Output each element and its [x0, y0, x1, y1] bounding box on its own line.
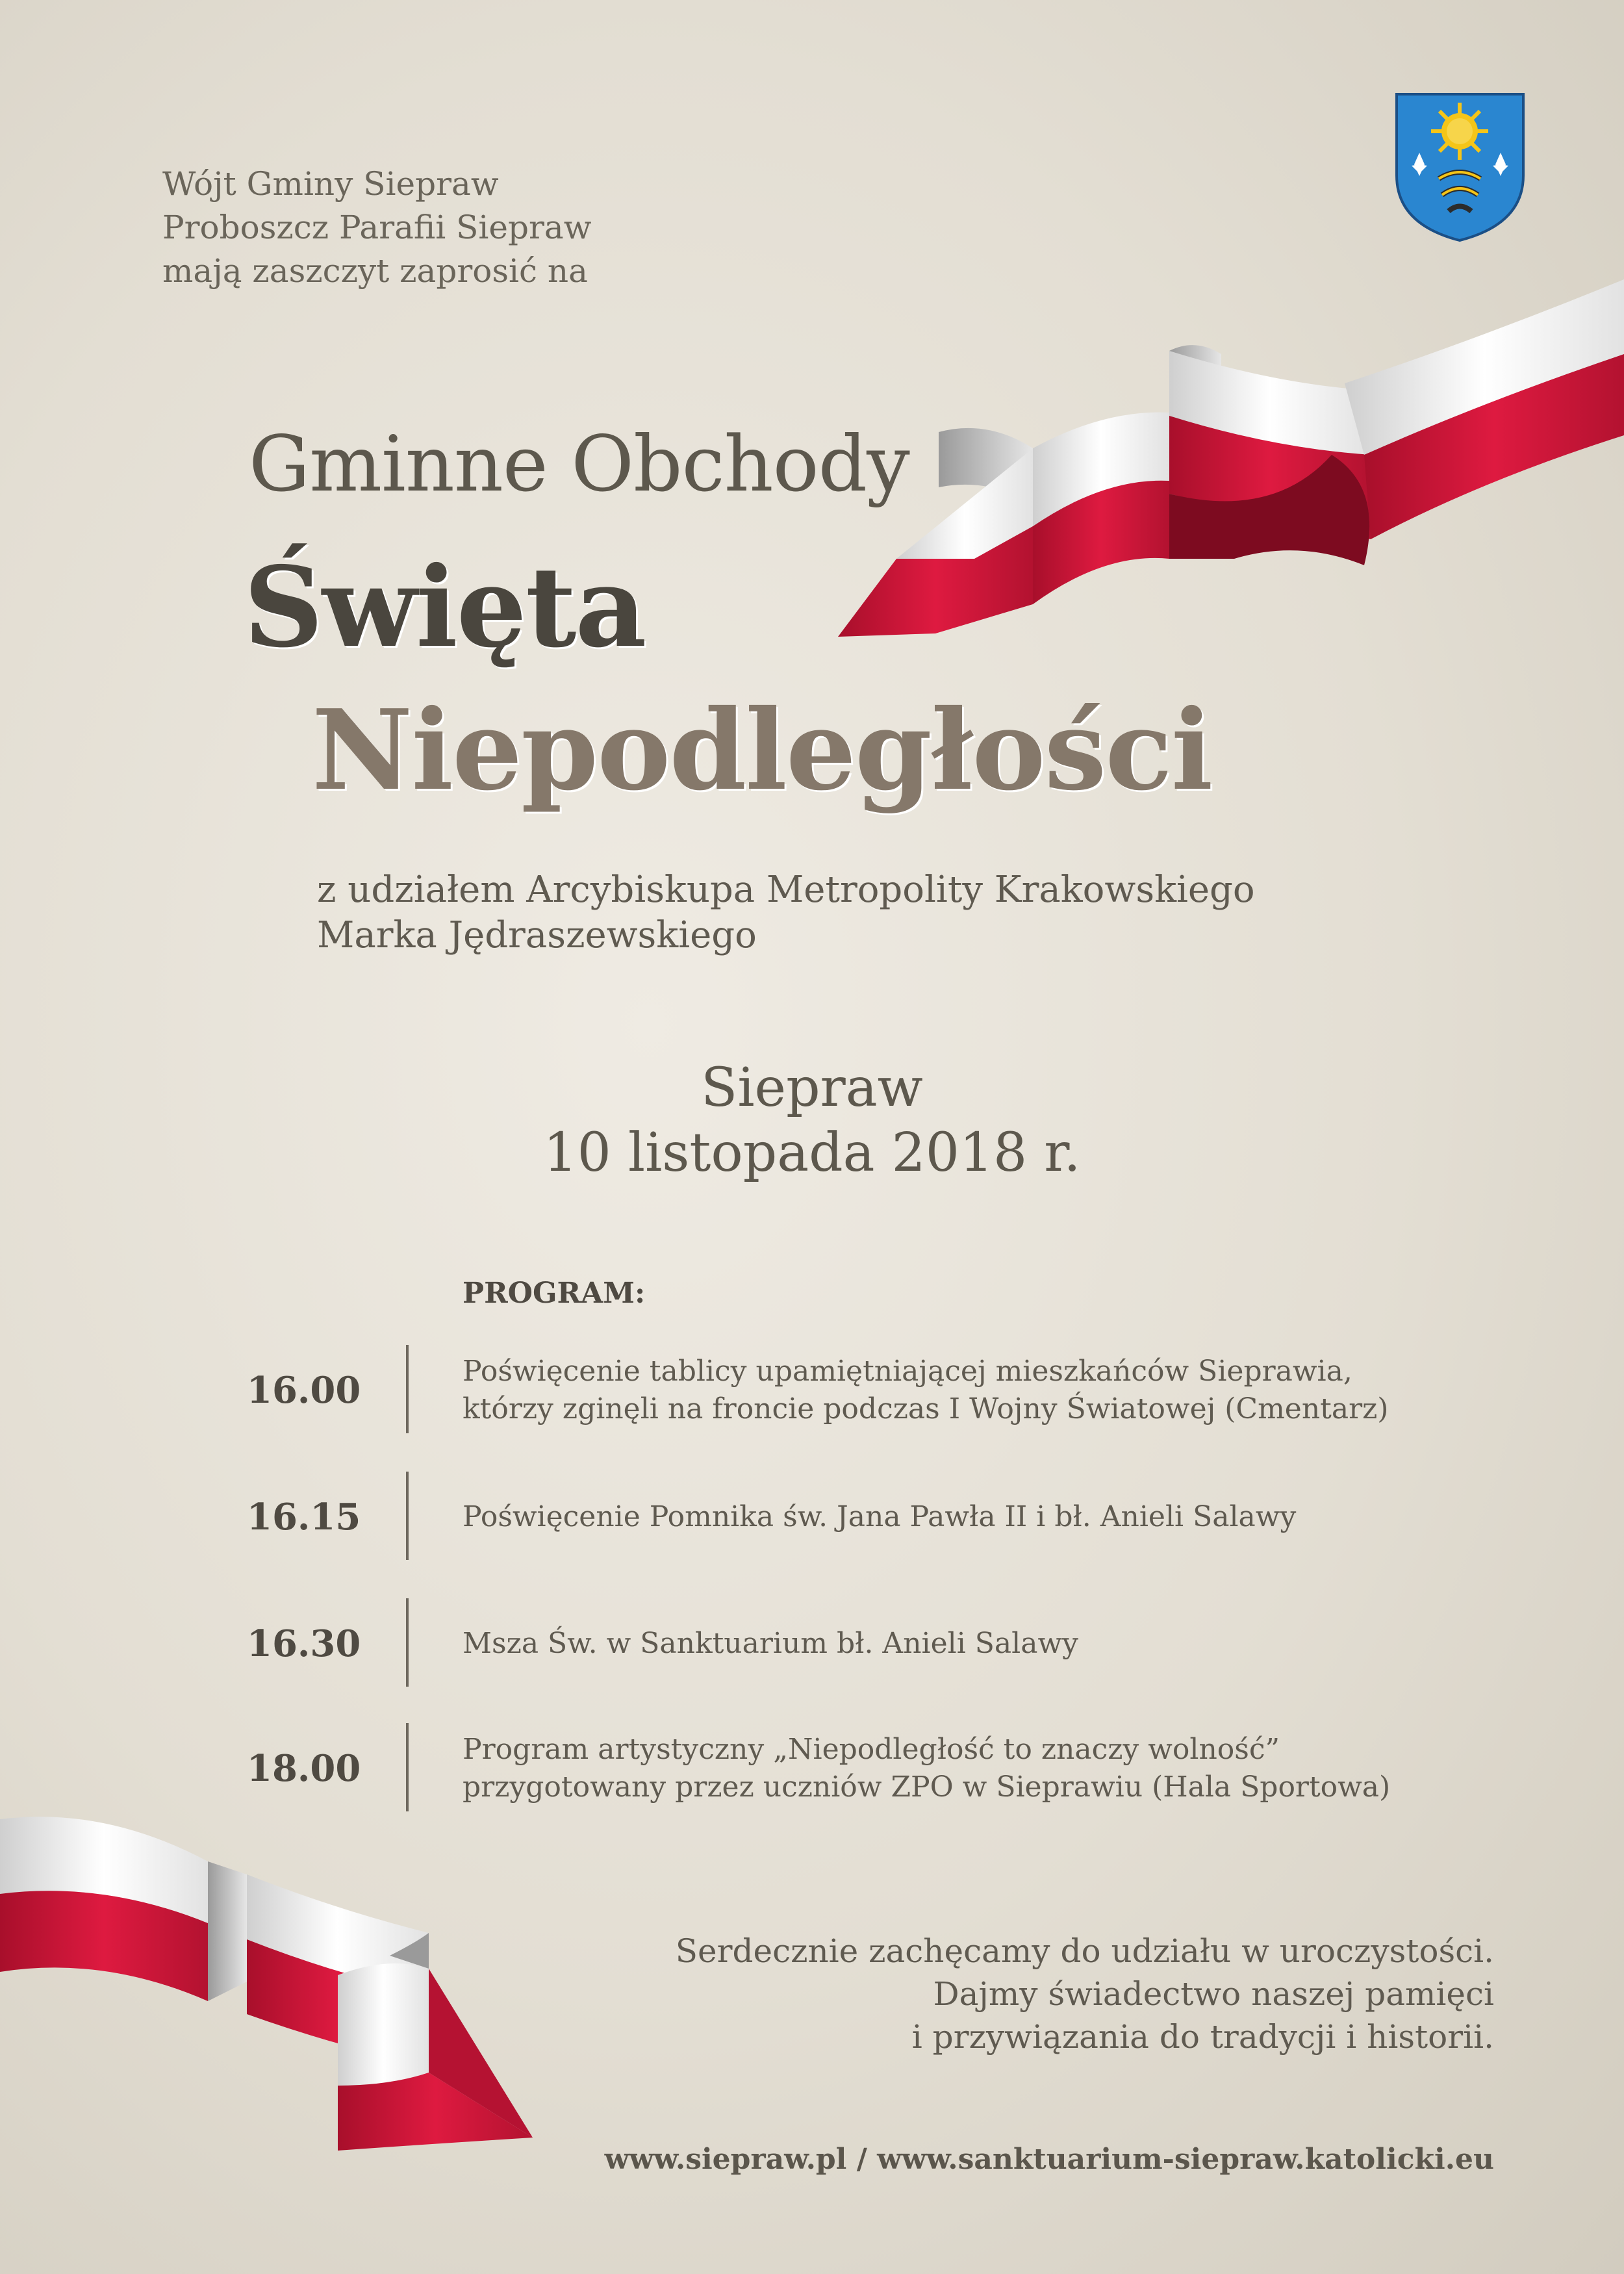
- event-date: 10 listopada 2018 r.: [543, 1122, 1081, 1184]
- host-line: mają zaszczyt zaprosić na: [162, 252, 588, 290]
- program-description-line: którzy zginęli na froncie podczas I Wojny Światowej (Cmentarz): [463, 1392, 1389, 1425]
- program-description: [463, 1723, 1390, 1814]
- program-item: [247, 1598, 1481, 1689]
- program-description: [463, 1345, 1388, 1436]
- program-description-line: Poświęcenie Pomnika św. Jana Pawła II i bł. Anieli Salawy: [463, 1500, 1297, 1533]
- coat-of-arms-icon: [1393, 91, 1527, 244]
- place-date-block: [0, 1056, 1624, 1186]
- program-time: 16.15: [247, 1496, 361, 1539]
- closing-line: Dajmy świadectwo naszej pamięci: [933, 1975, 1494, 2013]
- program-item: [247, 1723, 1481, 1814]
- program-divider: [406, 1723, 409, 1811]
- program-description: [463, 1598, 1078, 1689]
- subtitle-line: z udziałem Arcybiskupa Metropolity Krakowskiego: [317, 869, 1255, 911]
- title-line-2: Święta: [244, 543, 646, 672]
- website-links[interactable]: www.siepraw.pl / www.sanktuarium-siepraw.katolicki.eu: [604, 2143, 1494, 2176]
- program-item: [247, 1472, 1481, 1563]
- program-divider: [406, 1472, 409, 1560]
- title-line-1: Gminne Obchody: [249, 419, 909, 509]
- program-description: [463, 1472, 1296, 1563]
- title-line-3: Niepodległości: [312, 685, 1212, 815]
- program-divider: [406, 1345, 409, 1433]
- closing-line: i przywiązania do tradycji i historii.: [911, 2018, 1494, 2056]
- subtitle-block: [317, 867, 1255, 958]
- host-line: Wójt Gminy Siepraw: [162, 165, 499, 203]
- host-line: Proboszcz Parafii Siepraw: [162, 209, 592, 246]
- place-name: Siepraw: [701, 1057, 923, 1119]
- program-time: 18.00: [247, 1747, 361, 1790]
- program-description-line: Program artystyczny „Niepodległość to znaczy wolność”: [463, 1733, 1280, 1766]
- program-label: PROGRAM:: [463, 1277, 646, 1310]
- program-item: [247, 1345, 1481, 1436]
- closing-line: Serdecznie zachęcamy do udziału w uroczystości.: [675, 1932, 1494, 1970]
- hosts-block: [162, 162, 592, 293]
- program-description-line: przygotowany przez uczniów ZPO w Sieprawiu (Hala Sportowa): [463, 1770, 1391, 1804]
- program-time: 16.00: [247, 1369, 361, 1412]
- flag-ribbon-top: [838, 279, 1624, 637]
- program-time: 16.30: [247, 1622, 361, 1665]
- program-divider: [406, 1598, 409, 1687]
- closing-text: [676, 1930, 1494, 2058]
- program-description-line: Msza Św. w Sanktuarium bł. Anieli Salawy: [463, 1627, 1078, 1660]
- subtitle-line: Marka Jędraszewskiego: [317, 914, 757, 956]
- flag-ribbon-bottom: [0, 1817, 533, 2151]
- program-description-line: Poświęcenie tablicy upamiętniającej mieszkańców Sieprawia,: [463, 1355, 1352, 1388]
